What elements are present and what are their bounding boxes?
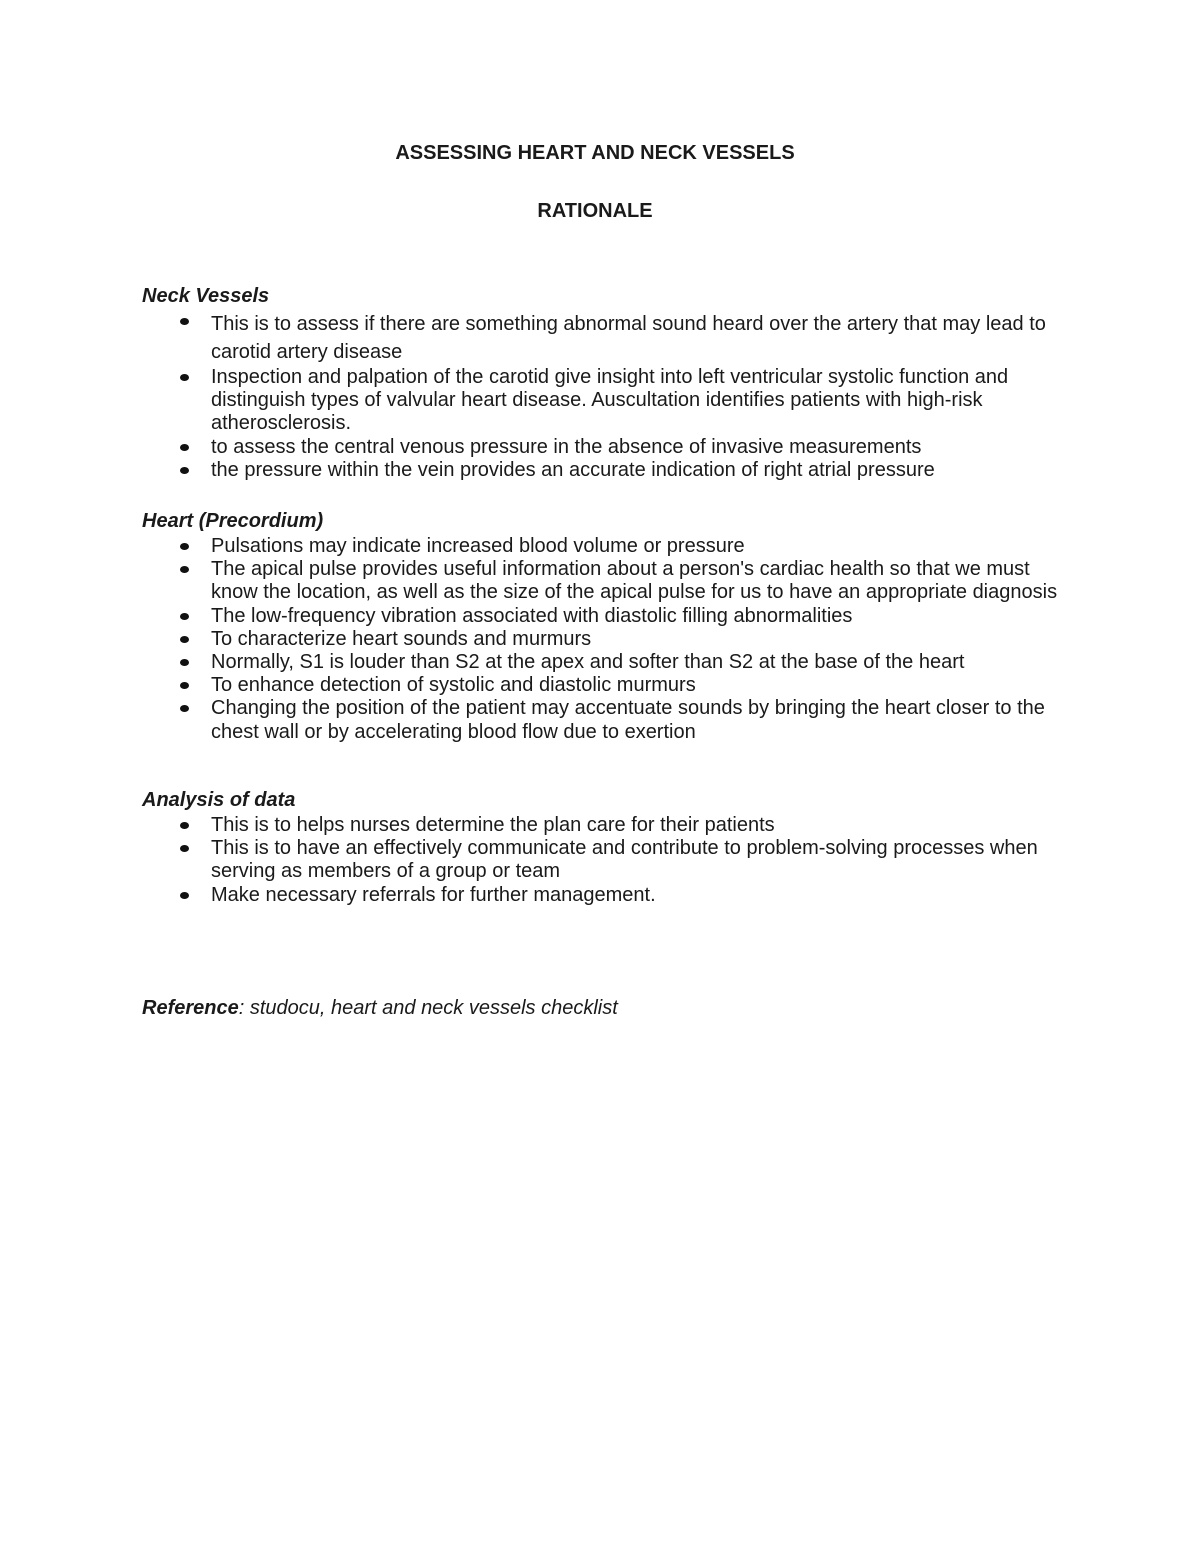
bullet-icon — [180, 659, 189, 666]
section-analysis-of-data — [142, 789, 1062, 907]
document-title: ASSESSING HEART AND NECK VESSELS — [395, 142, 795, 164]
reference-line — [142, 997, 618, 1020]
section-heading: Analysis of data — [142, 789, 296, 811]
bullet-icon — [180, 822, 189, 829]
bullet-icon — [180, 543, 189, 550]
list-item — [142, 310, 1062, 366]
list-item-text: Changing the position of the patient may accentuate sounds by bringing the heart closer to the chest wall or by accelerating blood flow due to exertion — [211, 697, 1045, 743]
list-item — [142, 628, 1062, 651]
section-heart-precordium — [142, 510, 1062, 744]
list-item-text: to assess the central venous pressure in the absence of invasive measurements — [211, 435, 922, 458]
section-heading: Heart (Precordium) — [142, 510, 324, 532]
list-item — [142, 459, 1062, 482]
list-item-text: Normally, S1 is louder than S2 at the apex and softer than S2 at the base of the heart — [211, 651, 965, 674]
bullet-icon — [180, 318, 189, 325]
bullet-icon — [180, 682, 189, 689]
list-item-text: Make necessary referrals for further management. — [211, 883, 656, 906]
list-item-text: This is to assess if there are something abnormal sound heard over the artery that may lead to carotid artery disease — [211, 313, 1046, 363]
list-item-text: Inspection and palpation of the carotid give insight into left ventricular systolic function and distinguish types of valvular heart disease. Auscultation identifies patients with high-risk atherosclerosis. — [211, 366, 1009, 435]
list-item — [142, 884, 1062, 907]
list-item — [142, 697, 1062, 743]
bullet-icon — [180, 845, 189, 852]
section-neck-vessels — [142, 285, 1062, 482]
document-subtitle: RATIONALE — [537, 200, 653, 222]
list-item — [142, 605, 1062, 628]
list-item — [142, 814, 1062, 837]
bullet-icon — [180, 892, 189, 899]
list-item-text: To enhance detection of systolic and diastolic murmurs — [211, 674, 696, 697]
list-item — [142, 436, 1062, 459]
bullet-list — [142, 310, 1062, 482]
section-heading: Neck Vessels — [142, 285, 270, 307]
list-item — [142, 535, 1062, 558]
bullet-list — [142, 814, 1062, 907]
bullet-icon — [180, 613, 189, 620]
list-item-text: The apical pulse provides useful information about a person's cardiac health so that we must know the location, as well as the size of the apical pulse for us to have an appropriate diagnosis — [211, 558, 1058, 604]
bullet-icon — [180, 467, 189, 474]
bullet-icon — [180, 444, 189, 451]
list-item — [142, 674, 1062, 697]
list-item-text: Pulsations may indicate increased blood volume or pressure — [211, 535, 745, 557]
list-item — [142, 651, 1062, 674]
reference-text: : studocu, heart and neck vessels checklist — [238, 997, 618, 1019]
list-item — [142, 366, 1062, 436]
list-item-text: the pressure within the vein provides an accurate indication of right atrial pressure — [211, 458, 935, 481]
reference-label: Reference — [142, 997, 239, 1019]
list-item-text: This is to helps nurses determine the plan care for their patients — [211, 814, 775, 836]
bullet-icon — [180, 374, 189, 381]
list-item-text: To characterize heart sounds and murmurs — [211, 627, 592, 650]
list-item — [142, 837, 1062, 883]
list-item-text: The low-frequency vibration associated with diastolic filling abnormalities — [211, 604, 853, 627]
list-item-text: This is to have an effectively communicate and contribute to problem-solving processes when serving as members of a group or team — [211, 837, 1038, 883]
bullet-icon — [180, 566, 189, 573]
bullet-list — [142, 535, 1062, 744]
bullet-icon — [180, 705, 189, 712]
bullet-icon — [180, 636, 189, 643]
list-item — [142, 558, 1062, 604]
